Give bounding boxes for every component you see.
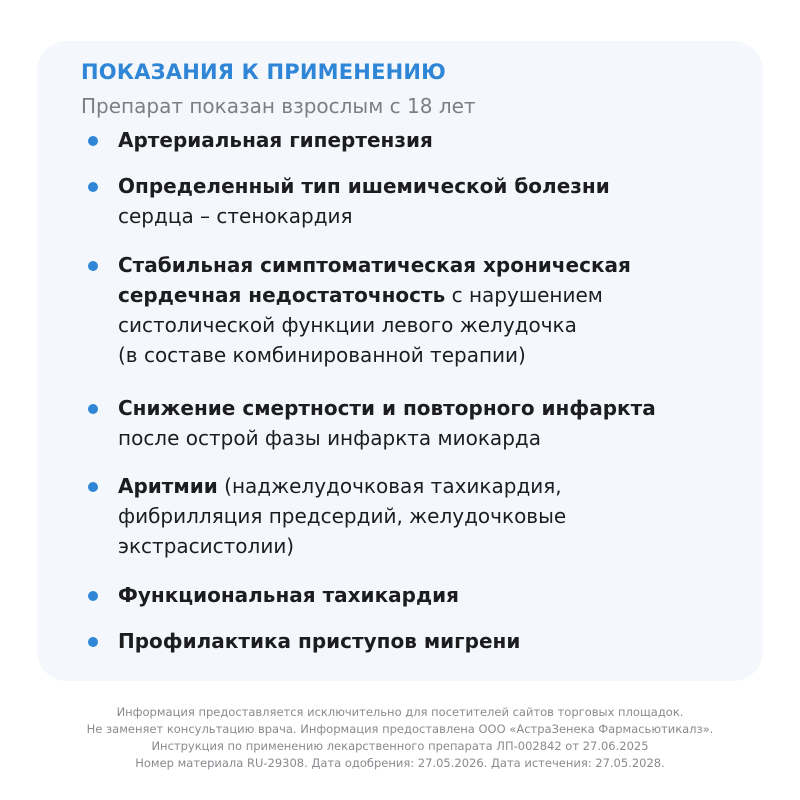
disclaimer-line: Инструкция по применению лекарственного препарата ЛП-002842 от 27.06.2025 xyxy=(151,739,649,753)
indication-bold: Определенный тип ишемической болезни xyxy=(118,174,610,198)
indication-text: сердца – стенокардия xyxy=(118,204,353,228)
indication-text: (наджелудочковая тахикардия, xyxy=(217,474,562,498)
disclaimer-line: Информация предоставляется исключительно для посетителей сайтов торговых площадок. xyxy=(116,705,684,719)
bullet-dot-icon xyxy=(88,637,98,647)
card-title: ПОКАЗАНИЯ К ПРИМЕНЕНИЮ xyxy=(81,60,447,84)
disclaimer-footer xyxy=(0,704,800,772)
indication-bold: сердечная недостаточность xyxy=(118,283,446,307)
indication-bold: Снижение смертности и повторного инфаркта xyxy=(118,396,656,420)
indication-text: (в составе комбинированной терапии) xyxy=(118,343,526,367)
indication-text: фибрилляция предсердий, желудочковые xyxy=(118,504,567,528)
disclaimer-line: Не заменяет консультацию врача. Информация предоставлена ООО «АстраЗенека Фармасьютикалз». xyxy=(86,722,714,736)
bullet-dot-icon xyxy=(88,591,98,601)
bullet-dot-icon xyxy=(88,136,98,146)
indication-bold: Стабильная симптоматическая хроническая xyxy=(118,253,631,277)
bullet-dot-icon xyxy=(88,182,98,192)
indication-bold: Артериальная гипертензия xyxy=(118,128,433,152)
indication-bold: Профилактика приступов мигрени xyxy=(118,629,521,653)
bullet-dot-icon xyxy=(88,404,98,414)
list-item-text xyxy=(118,471,738,561)
bullet-dot-icon xyxy=(88,261,98,271)
indication-text: экстрасистолии) xyxy=(118,534,295,558)
list-item-text xyxy=(118,125,738,155)
card-subtitle: Препарат показан взрослым с 18 лет xyxy=(81,94,476,118)
indication-text: систолической функции левого желудочка xyxy=(118,313,577,337)
indication-bold: Функциональная тахикардия xyxy=(118,583,459,607)
list-item-text xyxy=(118,626,738,656)
list-item-text xyxy=(118,250,738,370)
list-item-text xyxy=(118,393,738,453)
bullet-dot-icon xyxy=(88,482,98,492)
indication-text: с нарушением xyxy=(445,283,603,307)
list-item-text xyxy=(118,580,738,610)
indication-text: после острой фазы инфаркта миокарда xyxy=(118,426,541,450)
list-item-text xyxy=(118,171,738,231)
disclaimer-line: Номер материала RU-29308. Дата одобрения: 27.05.2026. Дата истечения: 27.05.2028. xyxy=(135,756,665,770)
indication-bold: Аритмии xyxy=(118,474,218,498)
